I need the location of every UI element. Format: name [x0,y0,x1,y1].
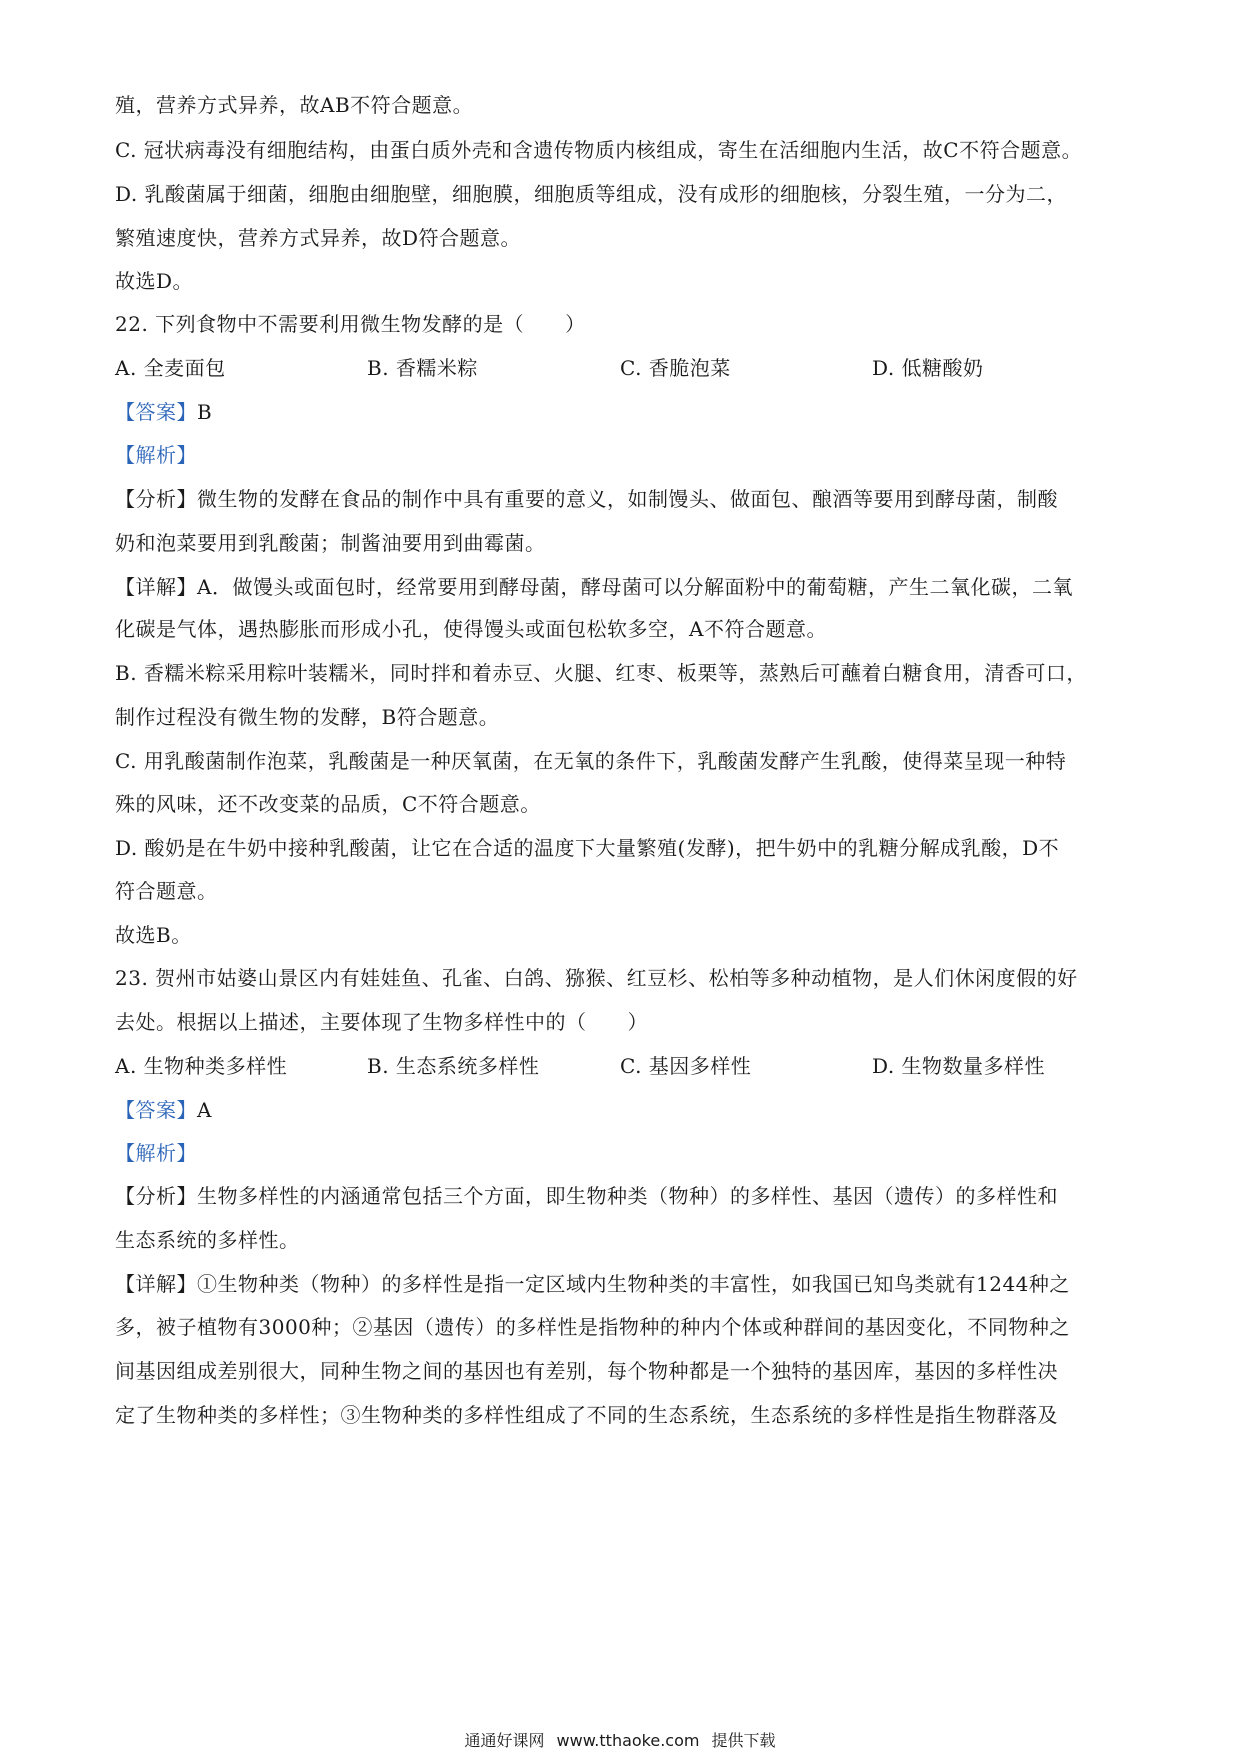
text-line: C. 冠状病毒没有细胞结构，由蛋白质外壳和含遗传物质内核组成，寄生在活细胞内生活，故C不符合题意。 [115,138,1083,162]
fenxi-tag: 【分析】 [115,1184,197,1208]
answer-tag: 【答案】 [115,1098,197,1122]
q23-choice-d: D. 生物数量多样性 [872,1054,1046,1078]
question-23-line: 23. 贺州市姑婆山景区内有娃娃鱼、孔雀、白鸽、猕猴、红豆杉、松柏等多种动植物，是人们休闲度假的好 [115,966,1078,990]
q22-choice-c: C. 香脆泡菜 [620,356,731,380]
text-line: D. 乳酸菌属于细菌，细胞由细胞壁，细胞膜，细胞质等组成，没有成形的细胞核，分裂生殖，一分为二， [115,182,1068,206]
q22-xiangjie-line [115,572,1135,602]
q23-xiangjie-line [115,1269,1135,1299]
xiangjie-tag: 【详解】 [115,1272,197,1296]
q22-choice-d: D. 低糖酸奶 [872,356,984,380]
q23-choice-a: A. 生物种类多样性 [115,1054,288,1078]
q23-answer [115,1095,1135,1125]
text-line: 故选D。 [115,269,194,293]
q23-choice-c: C. 基因多样性 [620,1054,752,1078]
question-23-line: 去处。根据以上描述，主要体现了生物多样性中的（ ） [115,1010,648,1034]
text-line: 化碳是气体，遇热膨胀而形成小孔，使得馒头或面包松软多空，A不符合题意。 [115,617,827,641]
q22-choices [115,353,1135,383]
q22-choice-b: B. 香糯米粽 [367,356,478,380]
analysis-tag: 【解析】 [115,443,197,467]
q23-analysis [115,1138,1135,1168]
question-22: 22. 下列食物中不需要利用微生物发酵的是（ ） [115,312,586,336]
text-line: B. 香糯米粽采用粽叶装糯米，同时拌和着赤豆、火腿、红枣、板栗等，蒸熟后可蘸着白糖食用，清香可口， [115,661,1087,685]
xiangjie-text: ①生物种类（物种）的多样性是指一定区域内生物种类的丰富性，如我国已知鸟类就有1244种之 [197,1272,1070,1296]
q22-fenxi-line [115,484,1135,514]
answer-value: B [197,400,213,424]
xiangjie-tag: 【详解】 [115,575,197,599]
xiangjie-text: A．做馒头或面包时，经常要用到酵母菌，酵母菌可以分解面粉中的葡萄糖，产生二氧化碳，二氧 [197,575,1073,599]
text-line: 殊的风味，还不改变菜的品质，C不符合题意。 [115,792,541,816]
answer-tag: 【答案】 [115,400,197,424]
analysis-tag: 【解析】 [115,1141,197,1165]
q22-analysis [115,440,1135,470]
answer-value: A [197,1098,212,1122]
text-line: 符合题意。 [115,879,218,903]
q23-choices [115,1051,1135,1081]
text-line: 殖，营养方式异养，故AB不符合题意。 [115,93,474,117]
q22-answer [115,397,1135,427]
text-line: 生态系统的多样性。 [115,1228,300,1252]
text-line: C. 用乳酸菌制作泡菜，乳酸菌是一种厌氧菌，在无氧的条件下，乳酸菌发酵产生乳酸，使得菜呈现一种特 [115,749,1067,773]
q22-choice-a: A. 全麦面包 [115,356,226,380]
text-line: 制作过程没有微生物的发酵，B符合题意。 [115,705,500,729]
page-footer [0,1728,1240,1751]
footer-site-name: 通通好课网 [464,1731,545,1750]
fenxi-text: 微生物的发酵在食品的制作中具有重要的意义，如制馒头、做面包、酿酒等要用到酵母菌，制酸 [197,487,1058,511]
text-line: 繁殖速度快，营养方式异养，故D符合题意。 [115,226,522,250]
fenxi-tag: 【分析】 [115,487,197,511]
q23-fenxi-line [115,1181,1135,1211]
text-line: 奶和泡菜要用到乳酸菌；制酱油要用到曲霉菌。 [115,531,546,555]
fenxi-text: 生物多样性的内涵通常包括三个方面，即生物种类（物种）的多样性、基因（遗传）的多样性和 [197,1184,1058,1208]
footer-url[interactable]: www.tthaoke.com [556,1731,700,1750]
text-line: 定了生物种类的多样性；③生物种类的多样性组成了不同的生态系统，生态系统的多样性是指生物群落及 [115,1403,1058,1427]
text-line: D. 酸奶是在牛奶中接种乳酸菌，让它在合适的温度下大量繁殖(发酵)，把牛奶中的乳糖分解成乳酸，D不 [115,836,1060,860]
text-line: 多，被子植物有3000种；②基因（遗传）的多样性是指物种的种内个体或种群间的基因变化，不同物种之 [115,1315,1070,1339]
q23-choice-b: B. 生态系统多样性 [367,1054,540,1078]
footer-suffix: 提供下载 [711,1731,776,1750]
text-line: 故选B。 [115,923,192,947]
text-line: 间基因组成差别很大，同种生物之间的基因也有差别，每个物种都是一个独特的基因库，基因的多样性决 [115,1359,1058,1383]
